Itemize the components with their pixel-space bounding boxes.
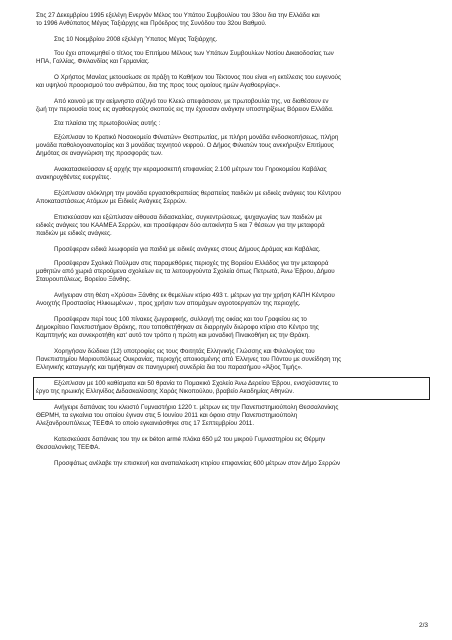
paragraph-5: Από κοινού με την αείμνηστο σύζυγό του Κλειώ απεφάσισαν, με πρωτοβουλία της, να διαθέσουν εν ζωή την περιουσία τους εις αγαθοεργούς σκοπούς εις την έχουσαν ανάγκην υποστηρίξεως Βόρειον Ελλάδα. [36, 98, 334, 113]
paragraph-13: Ανήγειραν στη θέση «Χρύσα» Ξάνθης εκ θεμελίων κτίριο 493 τ. μέτρων για την χρήση ΚΑΠΗ Κέντρου Ανοιχτής Προστασίας Ηλικιωμένων , προς χρήσιν των απομάχων αγροτοεργατών της περιοχής. [36, 292, 335, 307]
paragraph-19: Προσφάτως ανέλαβε την επισκευή και αναπαλαίωση κτιρίου επιφανείας 600 μέτρων στον Δήμο Σερρών [54, 460, 341, 467]
paragraph-9: Εξώπλισαν ολόκληρη την μονάδα εργασιοθεραπείας θεραπείας παιδιών με ειδικές ανάγκες του Κέντρου Αποκαταστάσεως Ατόμων με Ειδικές Ανάγκες Σερρών. [36, 190, 341, 205]
paragraph-12: Προσέφεραν Σχολικά Πούλμαν στις παραμεθόριες περιοχές της Βορείου Ελλάδος για την μεταφορά μαθητών από χωριά στερούμενα σχολείων εις τα λειτουργούντα Σχολεία όπως Πετρωτά, Άνω Έβρου, Δήμου Σταυρουπόλεως, Βορείου Ξάνθης. [36, 260, 335, 283]
paragraph-10: Επισκεύασαν και εξώπλισαν αίθουσα διδασκαλίας, συγκεντρώσεως, ψυχαγωγίας των παιδιών με ειδικές ανάγκες του ΚΑΑΜΕΑ Σερρών, και προσέφεραν δύο αυτοκίνητα 5 και 7 θέσεων για την μεταφορά παιδιών με ειδικές ανάγκες. [36, 214, 325, 237]
paragraph-1: Στις 27 Δεκεμβρίου 1995 εξελέγη Ενεργόν Μέλος του Υπάτου Συμβουλίου του 33ου δια την Ελλάδα και το 1996 Ανθύπατος Μέγας Ταξιάρχης και Πρόεδρος της Συνόδου του 32ου Βαθμού. [36, 12, 320, 27]
paragraph-6: Στα πλαίσια της πρωτοβουλίας αυτής : [54, 120, 161, 127]
paragraph-14: Προσέφεραν περί τους 100 πίνακες ζωγραφικής, συλλογή της οικίας και του Γραφείου εις το Δημοκρίτειο Πανεπιστήμιον Θράκης, που τοποθετήθηκαν σε διαρρηγέν διώροφο κτίριο στο Κέντρο της Καμπτηνής και συνεκροτήθη κατ' αυτό τον τρόπο η πρώτη και μοναδική Πινακοθήκη εις την Θράκη. [36, 316, 319, 339]
page-number: 2/3 [418, 622, 428, 629]
paragraph-11: Προσέφεραν ειδικά λεωφορεία για παιδιά με ειδικές ανάγκες στους Δήμους Δράμας και Καβάλας. [54, 246, 321, 253]
paragraph-8: Ανακατασκεύασαν εξ αρχής την κεραμοσκεπή επιφανείας 2.100 μέτρων του Γηροκομείου Καβάλας ανακηρυχθέντες ευεργέτες. [36, 166, 327, 181]
paragraph-7: Εξώπλισαν το Κρατικό Νοσοκομείο Φιλιατών» Θεσπρωτίας, με πλήρη μονάδα ενδοσκοπήσεως, πλήρη μονάδα παθολογοανατομίας και 3 μονάδας τεχνητού νεφρού. Ο Δήμος Φιλιατών τους ανεκήρυξεν Επιτίμους Δημότας σε αναγνώριση της προσφοράς των. [36, 134, 339, 157]
paragraph-17: Ανήγειρε δαπάναις του κλειστό Γυμναστήριο 1220 τ. μέτρων εις την Πανεπιστημιούπολη Θεσσαλονίκης ΘΕΡΜΗ, τα εγκαίνια του οποίου έγιναν στις 5 Ιουνίου 2011 και όφοιο στην Πανεπιστημιούπολη Αλεξανδρουπόλεως ΤΕΕΦΑ το οποίο εγκαινιάσθηκε στις 17 Σεπτεμβρίου 2011. [36, 404, 339, 427]
paragraph-18: Κατεσκεύασε δαπάναις του την εκ béton armé πλάκα 650 μ2 του μικρού Γυμναστηρίου εις Θέρμην Θεσσαλονίκης ΤΕΕΦΑ. [36, 436, 326, 451]
paragraph-3: Του έχει απονεμηθεί ο τίτλος του Επιτίμου Μέλους των Υπάτων Συμβουλίων Νοτίου Δικαιοδοσίας των ΗΠΑ, Γαλλίας, Φινλανδίας και Γερμανίας. [36, 50, 334, 65]
paragraph-2: Στις 10 Νοεμβρίου 2008 εξελέγη Ύπατος Μέγας Ταξιάρχης. [54, 36, 218, 43]
paragraph-15: Χορηγήσαν δώδεκα (12) υποτροφίες εις τους Φοιτητάς Ελληνικής Γλώσσης και Φιλολογίας του Πανεπιστημίου Μαριουπόλεως Ουκρανίας, περιοχής αποικισμένης από Έλληνες του Πόντου με συνείδηση της Ελληνικής καταγωγής και τιμήθηκαν σε πανηγυρική συνεδρία δια του παρασήμου «Άξιος Τιμής». [36, 348, 342, 371]
paragraph-4: Ο Χρήστος Μανέας μετουσίωσε σε πράξη το Καθήκον του Τέκτονος που είναι «η εκτέλεσις του ευγενούς και υψηλού προορισμού του ανθρώπου, δια της προς τους ομοίους ημών Αγαθοεργίας». [36, 74, 341, 89]
paragraph-16: Εξώπλισαν με 100 καθίσματα και 50 θρανία το Πομακικό Σχολείο Άνω Δερείου Έβρου, ενισχύσαντες το έργο της ηρωικής Ελληνίδος Διδασκαλίσσης Χαράς Νικοπούλου, βραβείο Ακαδημίας Αθηνών. [36, 380, 339, 395]
